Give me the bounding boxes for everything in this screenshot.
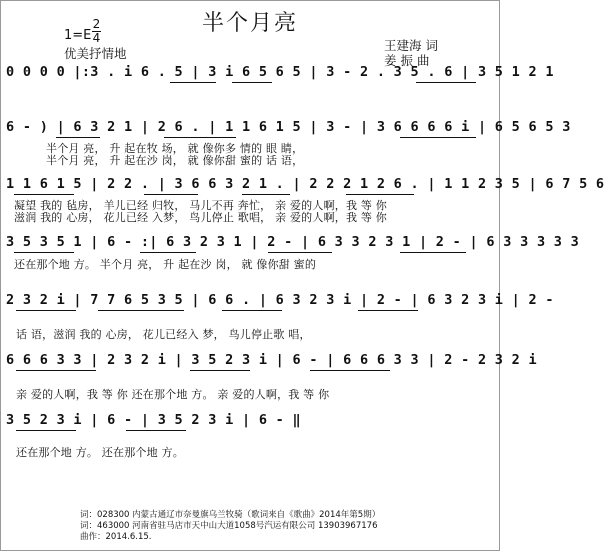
beam xyxy=(358,310,418,311)
lyric-line-7: 还在那个地 方。 还在那个地 方。 xyxy=(16,446,184,459)
beam xyxy=(416,82,476,83)
footer-line-2: 词：463000 河南省驻马店市天中山大道1058号汽运有限公司 13903967176 xyxy=(80,521,378,531)
beam xyxy=(56,137,100,138)
meter-top: 2 xyxy=(92,17,101,31)
notation-line-2: 6 - ) | 6 3 2 1 | 2 6 . | 1 1 6 1 5 | 3 - | 3 6 6 6 6 i | 6 5 6 5 3 xyxy=(6,119,571,135)
lyric-line-2a: 半个月 亮， 升 起在牧 场， 就 像你多 情的 眼 睛， xyxy=(46,142,304,155)
beam xyxy=(140,252,196,253)
beam xyxy=(144,194,198,195)
beam xyxy=(190,370,250,371)
beam xyxy=(98,310,184,311)
beam xyxy=(164,137,236,138)
footer-line-1: 词：028300 内蒙古通辽市奈曼旗乌兰牧骑（歌词来自《歌曲》2014年第5期） xyxy=(80,510,381,520)
lyricist-credit: 王建海 词 xyxy=(384,38,438,53)
meter-bottom: 4 xyxy=(92,31,101,45)
composer-credit: 姜 振 曲 xyxy=(384,53,430,68)
notation-line-6: 6 6 6 3 3 | 2 3 2 i | 3 5 2 3 i | 6 - | 6 6 6 3 3 | 2 - 2 3 2 i xyxy=(6,352,537,368)
beam xyxy=(170,82,216,83)
beam xyxy=(14,194,74,195)
beam xyxy=(310,370,390,371)
lyric-line-3a: 凝望 我的 毡房， 羊儿已经 归牧， 马儿不再 奔忙， 亲 爱的人啊，我 等 你 xyxy=(14,199,387,212)
notation-line-7: 3 5 2 3 i | 6 - | 3 5 2 3 i | 6 - ‖ xyxy=(6,412,301,428)
beam xyxy=(16,310,76,311)
notation-line-1: 0 0 0 0 |:3 . i 6 . 5 | 3 i 6 5 6 5 | 3 - 2 . 3 5 . 6 | 3 5 1 2 1 xyxy=(6,64,554,80)
key-signature: 1=E xyxy=(64,28,92,43)
beam xyxy=(14,252,74,253)
beam xyxy=(346,194,414,195)
time-signature xyxy=(92,18,101,45)
notation-line-3: 1 1 6 1 5 | 2 2 . | 3 6 6 3 2 1 . | 2 2 2 1 2 6 . | 1 1 2 3 5 | 6 7 5 6 xyxy=(6,176,604,192)
lyric-line-3b: 滋润 我的 心房， 花儿已经 入梦， 鸟儿停止 歌唱， 亲 爱的人啊，我 等 你 xyxy=(14,211,387,224)
lyric-line-4: 还在那个地 方。 半个月 亮， 升 起在沙 岗， 就 像你甜 蜜的 xyxy=(14,258,317,271)
beam xyxy=(16,370,96,371)
footer-line-3: 曲作：2014.6.15. xyxy=(80,532,152,542)
notation-line-4: 3 5 3 5 1 | 6 - :| 6 3 2 3 1 | 2 - | 6 3 3 2 3 1 | 2 - | 6 3 3 3 3 3 xyxy=(6,234,580,250)
beam xyxy=(232,82,272,83)
tempo-marking: 优美抒情地 xyxy=(64,46,127,61)
notation-line-5: 2 3 2 i | 7 7 6 5 3 5 | 6 6 . | 6 3 2 3 i | 2 - | 6 3 2 3 i | 2 - xyxy=(6,292,554,308)
song-title: 半个月亮 xyxy=(201,11,298,36)
beam xyxy=(400,252,466,253)
beam xyxy=(222,310,282,311)
beam xyxy=(400,137,476,138)
beam xyxy=(268,252,332,253)
beam xyxy=(242,194,290,195)
beam xyxy=(16,430,76,431)
lyric-line-6: 亲 爱的人啊，我 等 你 还在那个地 方。 亲 爱的人啊，我 等 你 xyxy=(16,388,330,401)
beam xyxy=(126,430,186,431)
lyric-line-2b: 半个月 亮， 升 起在沙 岗， 就 像你甜 蜜的 话 语， xyxy=(46,154,304,167)
lyric-line-5: 话 语，滋润 我的 心房， 花儿已经入 梦， 鸟儿停止歌 唱， xyxy=(16,328,311,341)
